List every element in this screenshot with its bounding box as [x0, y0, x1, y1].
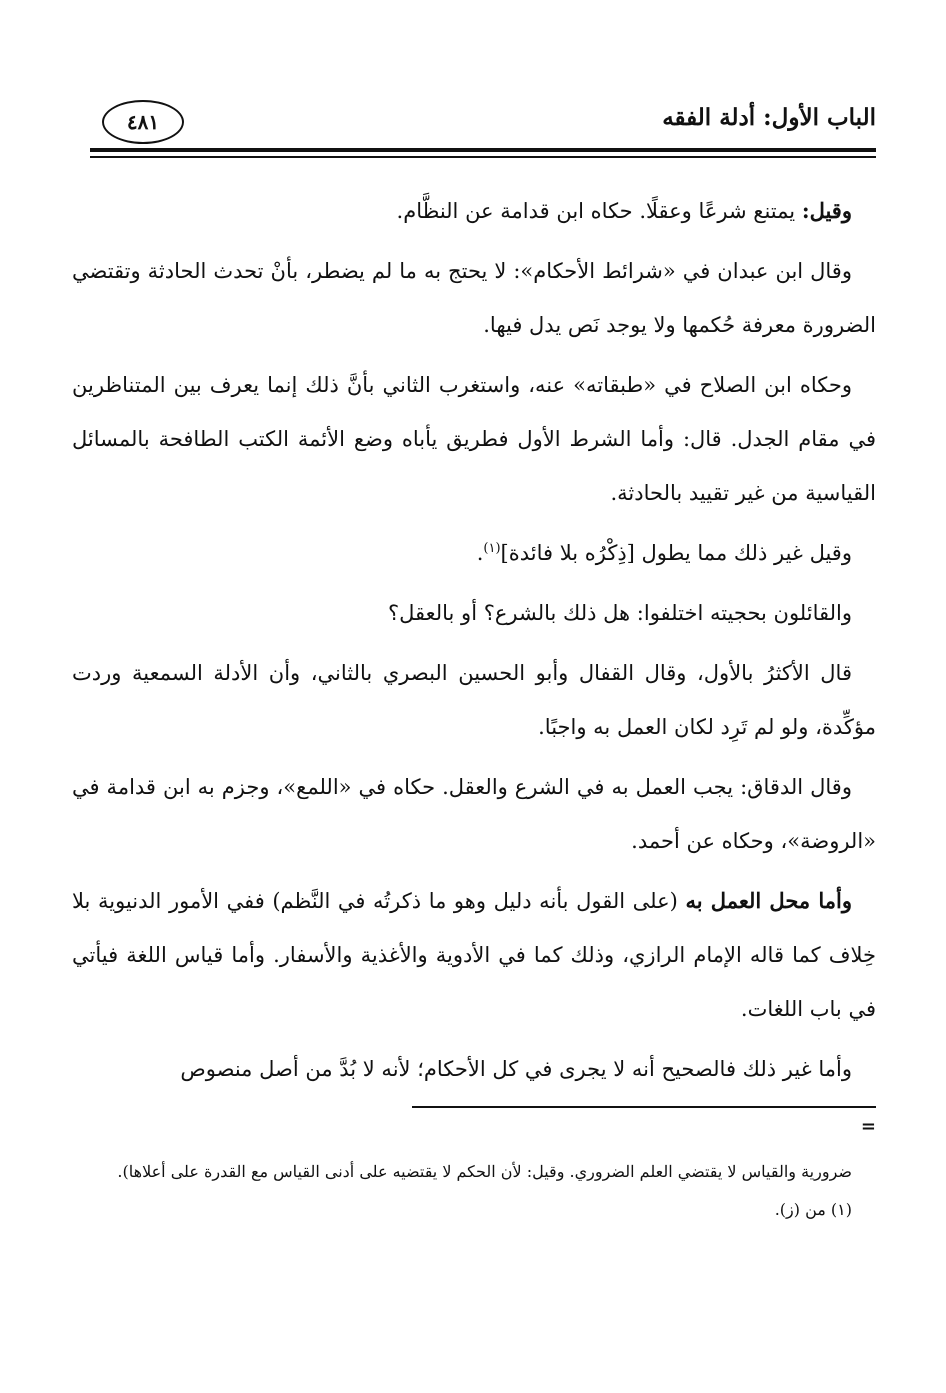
footnote: (١) من (ز).: [774, 1200, 852, 1219]
paragraph: [72, 244, 876, 352]
paragraph: [72, 760, 876, 868]
main-text: [72, 184, 876, 1102]
paragraph-lead: وقيل:: [801, 198, 852, 223]
header-rule-thick: [90, 148, 876, 152]
continuation-mark: =: [860, 1116, 876, 1137]
book-page: [72, 96, 876, 1356]
paragraph: [72, 184, 876, 238]
page-header: [72, 96, 876, 148]
footnotes: [72, 1156, 876, 1232]
paragraph-text: قال الأكثرُ بالأول، وقال القفال وأبو الحسين البصري بالثاني، وأن الأدلة السمعية وردت مؤكِّدة، ولو لم تَرِد لكان العمل به واجبًا.: [72, 661, 876, 739]
paragraph: [72, 874, 876, 1036]
paragraph: [72, 526, 876, 580]
footnote: ضرورية والقياس لا يقتضي العلم الضروري. وقيل: لأن الحكم لا يقتضيه على أدنى القياس مع القدرة على أعلاها).: [117, 1162, 852, 1181]
header-rule-thin: [90, 156, 876, 158]
footnote-marker: (١): [483, 541, 501, 556]
paragraph: [72, 1042, 876, 1096]
paragraph-lead: وأما محل العمل به: [685, 888, 852, 913]
paragraph: [72, 358, 876, 520]
paragraph-text: وقال الدقاق: يجب العمل به في الشرع والعقل. حكاه في «اللمع»، وجزم به ابن قدامة في «الروضة»، وحكاه عن أحمد.: [72, 775, 876, 853]
paragraph-text: وقال ابن عبدان في «شرائط الأحكام»: لا يحتج به ما لم يضطر، بأنْ تحدث الحادثة وتقتضي الضرورة معرفة حُكمها ولا يوجد نَص يدل فيها.: [72, 259, 876, 337]
paragraph-text: (على القول بأنه دليل وهو ما ذكرتُه في النَّظم) ففي الأمور الدنيوية بلا خِلاف كما قاله الإمام الرازي، وذلك كما في الأدوية والأغذية والأسفار. وأما قياس اللغة فيأتي في باب اللغات.: [72, 889, 876, 1021]
page-number-badge: ٤٨١: [102, 100, 184, 144]
paragraph: [72, 646, 876, 754]
footnote-divider: [412, 1106, 876, 1108]
paragraph-text: وحكاه ابن الصلاح في «طبقاته» عنه، واستغرب الثاني بأنَّ ذلك إنما يعرف بين المتناظرين في مقام الجدل. قال: وأما الشرط الأول فطريق يأباه وضع الأئمة الكتب الطافحة بالمسائل القياسية من غير تقييد بالحادثة.: [72, 373, 876, 505]
chapter-title: الباب الأول: أدلة الفقه: [662, 104, 876, 131]
paragraph-text: يمتنع شرعًا وعقلًا. حكاه ابن قدامة عن النظَّام.: [396, 199, 802, 223]
paragraph: [72, 586, 876, 640]
paragraph-text: وأما غير ذلك فالصحيح أنه لا يجرى في كل الأحكام؛ لأنه لا بُدَّ من أصل منصوص: [180, 1057, 852, 1081]
paragraph-text: والقائلون بحجيته اختلفوا: هل ذلك بالشرع؟ أو بالعقل؟: [387, 601, 852, 625]
paragraph-tail: .: [476, 541, 484, 565]
paragraph-text: وقيل غير ذلك مما يطول [ذِكْرُه بلا فائدة]: [500, 541, 852, 565]
